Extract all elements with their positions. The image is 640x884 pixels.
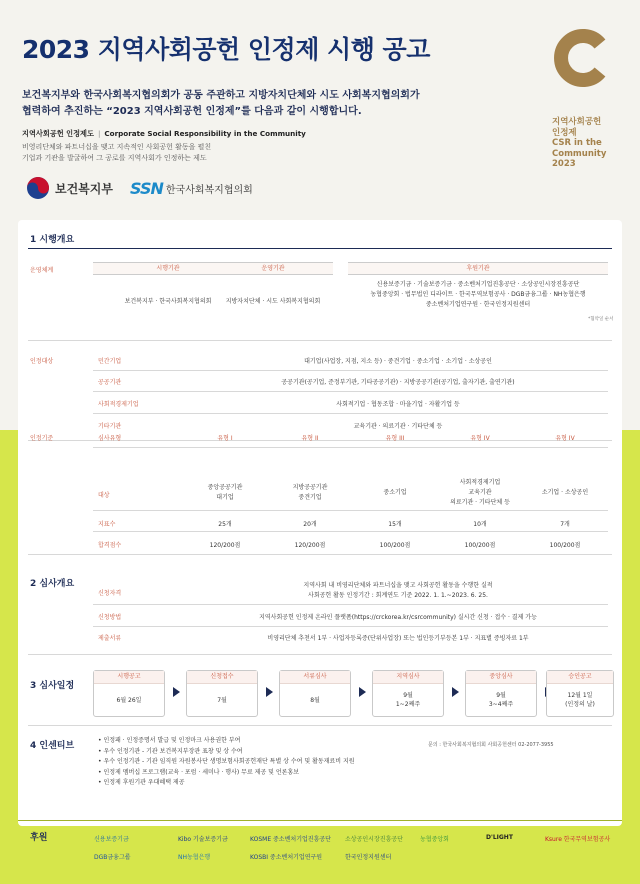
incentive-text: 인정제 멤버십 프로그램(교육 · 포럼 · 세미나 · 행사) 무료 제공 및 언론홍보: [103, 768, 300, 776]
divider: [93, 370, 608, 371]
criteria-pass: 120/200점: [294, 542, 326, 549]
incentive-text: 우수 인정기관 - 기관 임직원 자원봉사단 생명보험사회공헌재단 특별 상 수여 및 활동재료비 지원: [103, 758, 355, 765]
divider: [28, 725, 612, 726]
step-label: 서류심사: [280, 671, 350, 684]
step-label: 신청접수: [187, 671, 257, 684]
target-desc: 사회적기업 · 협동조합 · 마을기업 · 자활기업 등: [336, 401, 460, 408]
implementer-value: 보건복지부 · 한국사회복지협의회: [124, 298, 212, 305]
sponsors-line: 농협중앙회 · 법무법인 디라이트 · 한국무역보험공사 · DGB금융그룹 · NH농협은행: [370, 291, 586, 298]
step-value: [466, 685, 536, 715]
divider: [28, 554, 612, 555]
criteria-type: 유형 III: [385, 435, 405, 442]
divider: [93, 604, 608, 605]
sponsor-logo: DGB금융그룹: [94, 854, 131, 861]
sponsors-line: 신용보증기금 · 기술보증기금 · 중소벤처기업진흥공단 · 소상공인시장진흥공단: [376, 281, 580, 288]
side-title: [552, 117, 606, 170]
step-value: [187, 685, 257, 715]
incentive-item: • 인정패 · 인정증명서 발급 및 인정마크 사용권한 부여: [98, 737, 241, 744]
sponsor-logo: KOSME 중소벤처기업진흥공단: [250, 836, 331, 843]
sponsors-list: [348, 280, 608, 310]
criteria-type: 유형 I: [217, 435, 233, 442]
criteria-target-line: 소기업 · 소상공인: [541, 489, 589, 496]
divider: [93, 413, 608, 414]
operation-label: 운영체계: [30, 267, 54, 274]
criteria-target: [523, 488, 607, 498]
step-value: [280, 685, 350, 715]
divider: [28, 654, 612, 655]
page-title: 2023 지역사회공헌 인정제 시행 공고: [22, 35, 430, 64]
section-title: 2 심사개요: [30, 579, 75, 589]
content-card: [18, 220, 622, 826]
criteria-indicators: 15개: [388, 521, 402, 528]
side-ko-line: 인정제: [552, 127, 577, 138]
step-value-line: (인정의 날): [565, 701, 595, 708]
intro-text: [22, 88, 452, 120]
criteria-indicators: 20개: [303, 521, 317, 528]
divider: [93, 531, 608, 532]
mohw-logo: [26, 176, 113, 200]
target-desc: 공공기관(공기업, 준정부기관, 기타공공기관) · 지방공공기관(공기업, 출자기관, 출연기관): [281, 379, 515, 386]
sponsors-line: 중소벤처기업연구원 · 한국인정지원센터: [425, 301, 531, 308]
criteria-pass: 120/200점: [209, 542, 241, 549]
review-line: 지역사회 내 비영리단체와 파트너십을 맺고 사회공헌 활동을 수행한 실적: [303, 582, 493, 589]
target-desc: 대기업(사업장, 지점, 지소 등) · 중견기업 · 중소기업 · 소기업 · 소상공인: [304, 358, 492, 365]
incentive-text: 우수 인정기관 - 기관 보건복지부장관 표창 및 상 수여: [103, 747, 243, 755]
target-type: 공공기관: [98, 379, 122, 386]
step-value-line: 7월: [217, 696, 227, 704]
step-value-line: 3~4째주: [488, 701, 514, 708]
side-ko-line: 지역사회공헌: [552, 117, 602, 127]
divider: [93, 447, 608, 448]
criteria-indicators: 10개: [473, 521, 487, 528]
criteria-target: [438, 478, 522, 508]
criteria-pass: 100/200점: [549, 542, 581, 549]
schedule-step: [465, 670, 537, 717]
ssn-logo: [130, 179, 253, 198]
side-en-line: CSR in the: [552, 138, 602, 148]
arrow-right-icon: [266, 687, 273, 697]
divider: [93, 510, 608, 511]
arrow-right-icon: [173, 687, 180, 697]
header-sponsors: 후원기관: [348, 262, 608, 275]
mohw-name: 보건복지부: [55, 181, 113, 196]
section-title: 1 시행개요: [30, 235, 75, 245]
header-operator: 운영기관: [213, 262, 333, 275]
row-label-type: 심사유형: [98, 435, 122, 442]
arrow-right-icon: [359, 687, 366, 697]
incentive-text: 인정패 · 인정증명서 발급 및 인정마크 사용권한 부여: [103, 737, 241, 744]
sponsor-note: *협약일 순서: [588, 317, 614, 322]
review-line: 사회공헌 활동 인정기간 : 회계연도 기준 2022. 1. 1.~2023. 6. 25.: [308, 592, 488, 599]
criteria-target: [268, 483, 352, 503]
sponsor-logo: 신용보증기금: [94, 836, 129, 843]
criteria-target-line: 의료기관 · 기타단체 등: [450, 499, 510, 506]
row-label-pass: 합격점수: [98, 542, 122, 549]
criteria-type: 유형 II: [301, 435, 319, 442]
sponsor-logo: Ksure 한국무역보험공사: [545, 836, 611, 843]
sponsor-logo: Kibo 기술보증기금: [178, 836, 228, 843]
step-value: [373, 685, 443, 715]
review-label: 신청방법: [98, 614, 122, 621]
step-label: 승인공고: [547, 671, 613, 684]
review-value: 비영리단체 추천서 1부 · 사업자등록증(단위사업장) 또는 법인등기부등본 1부 · 지표별 증빙자료 1부: [267, 635, 529, 642]
criteria-target: [353, 488, 437, 498]
criteria-target-line: 지방공공기관: [292, 484, 328, 491]
cert-title-separator: |: [97, 129, 101, 138]
cert-title-en: Corporate Social Responsibility in the Community: [104, 129, 306, 138]
target-type: 민간기업: [98, 358, 122, 365]
incentive-item: • 인정제 후원기관 우대혜택 제공: [98, 779, 185, 786]
contact-info: 문의 : 한국사회복지협의회 사회공헌센터 02-2077-3955: [428, 742, 554, 748]
review-value: 지역사회공헌 인정제 온라인 플랫폼(https://crckorea.kr/csrcommunity) 실시간 신청 · 접수 · 결제 가능: [259, 614, 537, 621]
schedule-step: [546, 670, 614, 717]
step-value-line: 6월 26일: [116, 696, 142, 704]
section-title: 3 심사일정: [30, 681, 75, 691]
arrow-right-icon: [452, 687, 459, 697]
criteria-target-line: 중견기업: [298, 494, 322, 501]
criteria-target-line: 사회적경제기업: [459, 479, 501, 486]
schedule-step: [93, 670, 165, 717]
divider: [93, 391, 608, 392]
step-value-line: 9월: [496, 692, 506, 699]
schedule-step: [372, 670, 444, 717]
schedule-step: [186, 670, 258, 717]
step-label: 시행공고: [94, 671, 164, 684]
criteria-type: 유형 IV: [470, 435, 490, 442]
cert-description: [22, 142, 211, 164]
step-value-line: 8월: [310, 696, 320, 704]
incentive-item: • 우수 인정기관 - 기관 임직원 자원봉사단 생명보험사회공헌재단 특별 상 수여 및 활동재료비 지원: [98, 758, 355, 765]
review-label: 제출서류: [98, 635, 122, 642]
criteria-type: 유형 IV: [555, 435, 575, 442]
target-type: 기타기관: [98, 423, 122, 430]
divider: [18, 820, 622, 821]
ssn-name: 한국사회복지협의회: [165, 185, 253, 196]
criteria-target-line: 중소기업: [383, 489, 407, 496]
step-label: 중앙심사: [466, 671, 536, 684]
section-title: 4 인센티브: [30, 741, 75, 751]
row-label-indicators: 지표수: [98, 521, 116, 528]
intro-line: 보건복지부와 한국사회복지협의회가 공동 주관하고 지방자치단체와 시도 사회복지협의회가: [22, 90, 420, 101]
review-value: [193, 581, 603, 601]
incentive-text: 인정제 후원기관 우대혜택 제공: [103, 779, 185, 786]
row-label-target: 대상: [98, 492, 110, 499]
sponsor-logo: D'LIGHT: [486, 834, 513, 841]
divider: [28, 248, 612, 249]
sponsors-title: 후원: [30, 833, 48, 843]
step-value: [547, 685, 613, 715]
criteria-target-line: 교육기관: [468, 489, 492, 496]
cert-title-ko: 지역사회공헌 인정제도: [22, 129, 94, 138]
cert-desc-line: 비영리단체와 파트너십을 맺고 지속적인 사회공헌 활동을 펼친: [22, 143, 212, 151]
criteria-pass: 100/200점: [464, 542, 496, 549]
side-en-line: Community: [552, 148, 607, 159]
cert-title: [22, 129, 306, 139]
incentive-item: • 우수 인정기관 - 기관 보건복지부장관 표창 및 상 수여: [98, 747, 243, 755]
sponsor-logo: 농협중앙회: [420, 836, 449, 843]
ssn-logo-mark: SSN: [130, 179, 163, 198]
criteria-pass: 100/200점: [379, 542, 411, 549]
target-type: 사회적경제기업: [98, 401, 139, 408]
sponsor-logo: 소상공인시장진흥공단: [345, 836, 403, 843]
step-value-line: 9월: [403, 692, 413, 699]
header-implementer: 시행기관: [93, 262, 243, 275]
sponsor-logo: NH농협은행: [178, 854, 211, 861]
taegeuk-icon: [26, 176, 50, 200]
incentive-list: [98, 736, 355, 789]
review-label: 신청자격: [98, 590, 122, 597]
step-label: 지역심사: [373, 671, 443, 684]
sponsor-logo: KOSBI 중소벤처기업연구원: [250, 854, 323, 861]
step-value-line: 1~2째주: [395, 701, 421, 708]
step-value: [94, 685, 164, 715]
criteria-target: [183, 483, 267, 503]
operator-value: 지방자치단체 · 시도 사회복지협의회: [225, 298, 321, 305]
criteria-indicators: 7개: [560, 521, 570, 528]
targets-label: 인정대상: [30, 358, 54, 365]
incentive-item: • 인정제 멤버십 프로그램(교육 · 포럼 · 세미나 · 행사) 무료 제공 및 언론홍보: [98, 768, 300, 776]
divider: [28, 340, 612, 341]
side-en-line: 2023: [552, 159, 576, 169]
target-desc: 교육기관 · 의료기관 · 기타단체 등: [353, 423, 443, 430]
csr-c-logo: [552, 28, 612, 88]
sponsor-logo: 한국인정지원센터: [345, 854, 392, 861]
criteria-target-line: 대기업: [216, 494, 234, 501]
cert-desc-line: 기업과 기관을 발굴하여 그 공로를 지역사회가 인정하는 제도: [22, 154, 207, 162]
intro-line: 협력하여 추진하는 “2023 지역사회공헌 인정제”를 다음과 같이 시행합니다.: [22, 106, 362, 117]
criteria-label: 인정기준: [30, 435, 54, 442]
criteria-target-line: 중앙공공기관: [207, 484, 243, 491]
criteria-indicators: 25개: [218, 521, 232, 528]
divider: [93, 626, 608, 627]
schedule-step: [279, 670, 351, 717]
step-value-line: 12월 1일: [567, 692, 593, 699]
